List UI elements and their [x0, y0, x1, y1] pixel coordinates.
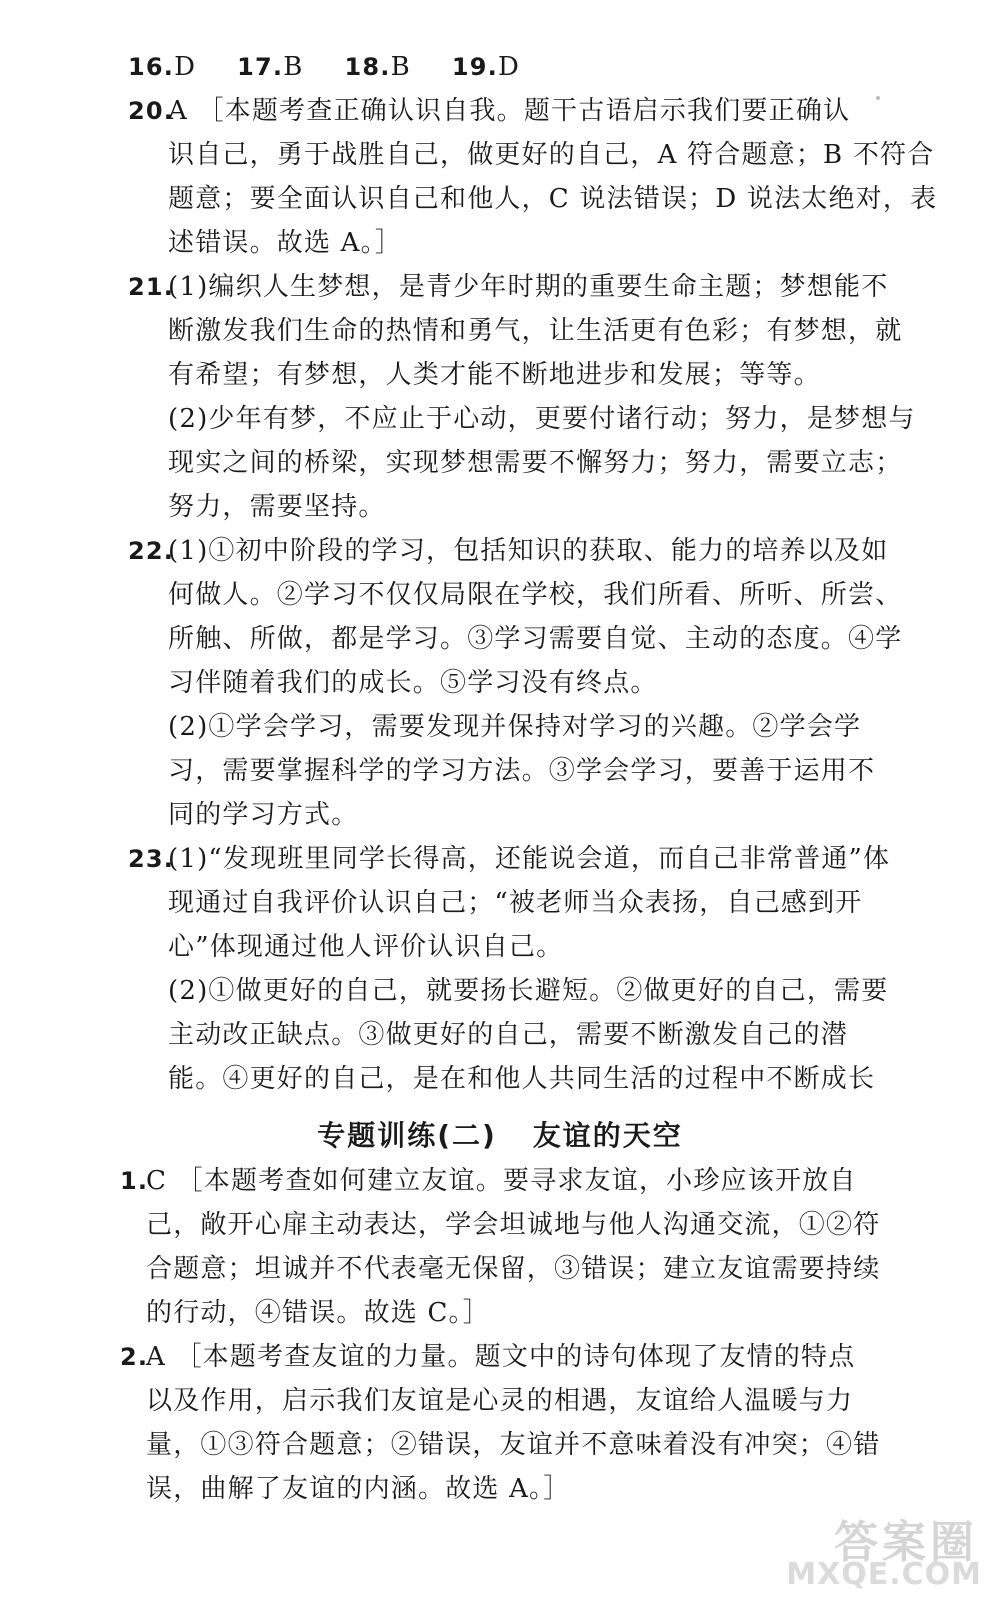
answer-line: 题意；要全面认识自己和他人，C 说法错误；D 说法太绝对，表 [168, 184, 938, 214]
question-number: 21. [128, 273, 175, 301]
answer-line: 何做人。②学习不仅仅局限在学校，我们所看、所听、所尝、 [168, 580, 903, 610]
question-number: 20. [128, 97, 175, 125]
answer-choice: B [283, 52, 304, 82]
section-heading [0, 1114, 1000, 1154]
question-number: 18. [344, 53, 391, 81]
question-number: 22. [128, 537, 175, 565]
watermark-url: MXQE.COM [786, 1557, 982, 1592]
answer-line: A ［本题考查正确认识自我。题干古语启示我们要正确认 [168, 96, 851, 126]
section-title: 专题训练(二) [317, 1119, 497, 1152]
answer-line: 习，需要掌握科学的学习方法。③学会学习，要善于运用不 [168, 756, 876, 786]
watermark [758, 1506, 988, 1592]
answer-line: (2)①做更好的自己，就要扬长避短。②做更好的自己，需要 [168, 976, 889, 1006]
answer-line: 的行动，④错误。故选 C。］ [146, 1298, 490, 1328]
answer-choice: D [497, 52, 521, 82]
answer-row-16-19 [128, 50, 520, 84]
answer-line: 现实之间的桥梁，实现梦想需要不懈努力；努力，需要立志； [168, 448, 903, 478]
answer-line: (2)少年有梦，不应止于心动，更要付诸行动；努力，是梦想与 [168, 404, 916, 434]
answer-line: (2)①学会学习，需要发现并保持对学习的兴趣。②学会学 [168, 712, 862, 742]
watermark-logo: 答案圈 [834, 1517, 978, 1568]
answer-line: 误，曲解了友谊的内涵。故选 A。］ [146, 1474, 571, 1504]
answer-line: 有希望；有梦想，人类才能不断地进步和发展；等等。 [168, 360, 821, 390]
answer-line: 述错误。故选 A。］ [168, 228, 403, 258]
answer-line: 习伴随着我们的成长。⑤学习没有终点。 [168, 668, 658, 698]
section-subtitle: 友谊的天空 [532, 1119, 683, 1152]
answer-line: 同的学习方式。 [168, 800, 359, 830]
answer-line: 所触、所做，都是学习。③学习需要自觉、主动的态度。④学 [168, 624, 903, 654]
answer-line: (1)编织人生梦想，是青少年时期的重要生命主题；梦想能不 [168, 272, 889, 302]
answer-choice: B [390, 52, 411, 82]
question-number: 23. [128, 845, 175, 873]
answer-line: 心”体现通过他人评价认识自己。 [168, 932, 564, 962]
answer-line: 能。④更好的自己，是在和他人共同生活的过程中不断成长 [168, 1064, 876, 1094]
answer-line: 努力，需要坚持。 [168, 492, 386, 522]
answer-line: 识自己，勇于战胜自己，做更好的自己，A 符合题意；B 不符合 [168, 140, 935, 170]
scan-speck [876, 96, 880, 100]
answer-line: (1)①初中阶段的学习，包括知识的获取、能力的培养以及如 [168, 536, 889, 566]
question-number: 1. [120, 1167, 149, 1195]
answer-line: 合题意；坦诚并不代表毫无保留，③错误；建立友谊需要持续 [146, 1254, 881, 1284]
answer-choice: D [174, 52, 197, 82]
question-number: 2. [120, 1343, 149, 1371]
answer-line: (1)“发现班里同学长得高，还能说会道，而自己非常普通”体 [168, 844, 891, 874]
answer-line: 主动改正缺点。③做更好的自己，需要不断激发自己的潜 [168, 1020, 849, 1050]
answer-line: 以及作用，启示我们友谊是心灵的相遇，友谊给人温暖与力 [146, 1386, 854, 1416]
question-number: 17. [237, 53, 284, 81]
answer-line: C ［本题考查如何建立友谊。要寻求友谊，小珍应该开放自 [146, 1166, 857, 1196]
answer-line: 断激发我们生命的热情和勇气，让生活更有色彩；有梦想，就 [168, 316, 903, 346]
question-number: 16. [128, 53, 175, 81]
answer-line: 量，①③符合题意；②错误，友谊并不意味着没有冲突；④错 [146, 1430, 881, 1460]
answer-line: 己，敞开心扉主动表达，学会坦诚地与他人沟通交流，①②符 [146, 1210, 881, 1240]
answer-line: A ［本题考查友谊的力量。题文中的诗句体现了友情的特点 [146, 1342, 856, 1372]
question-number: 19. [451, 53, 498, 81]
answer-line: 现通过自我评价认识自己；“被老师当众表扬，自己感到开 [168, 888, 863, 918]
